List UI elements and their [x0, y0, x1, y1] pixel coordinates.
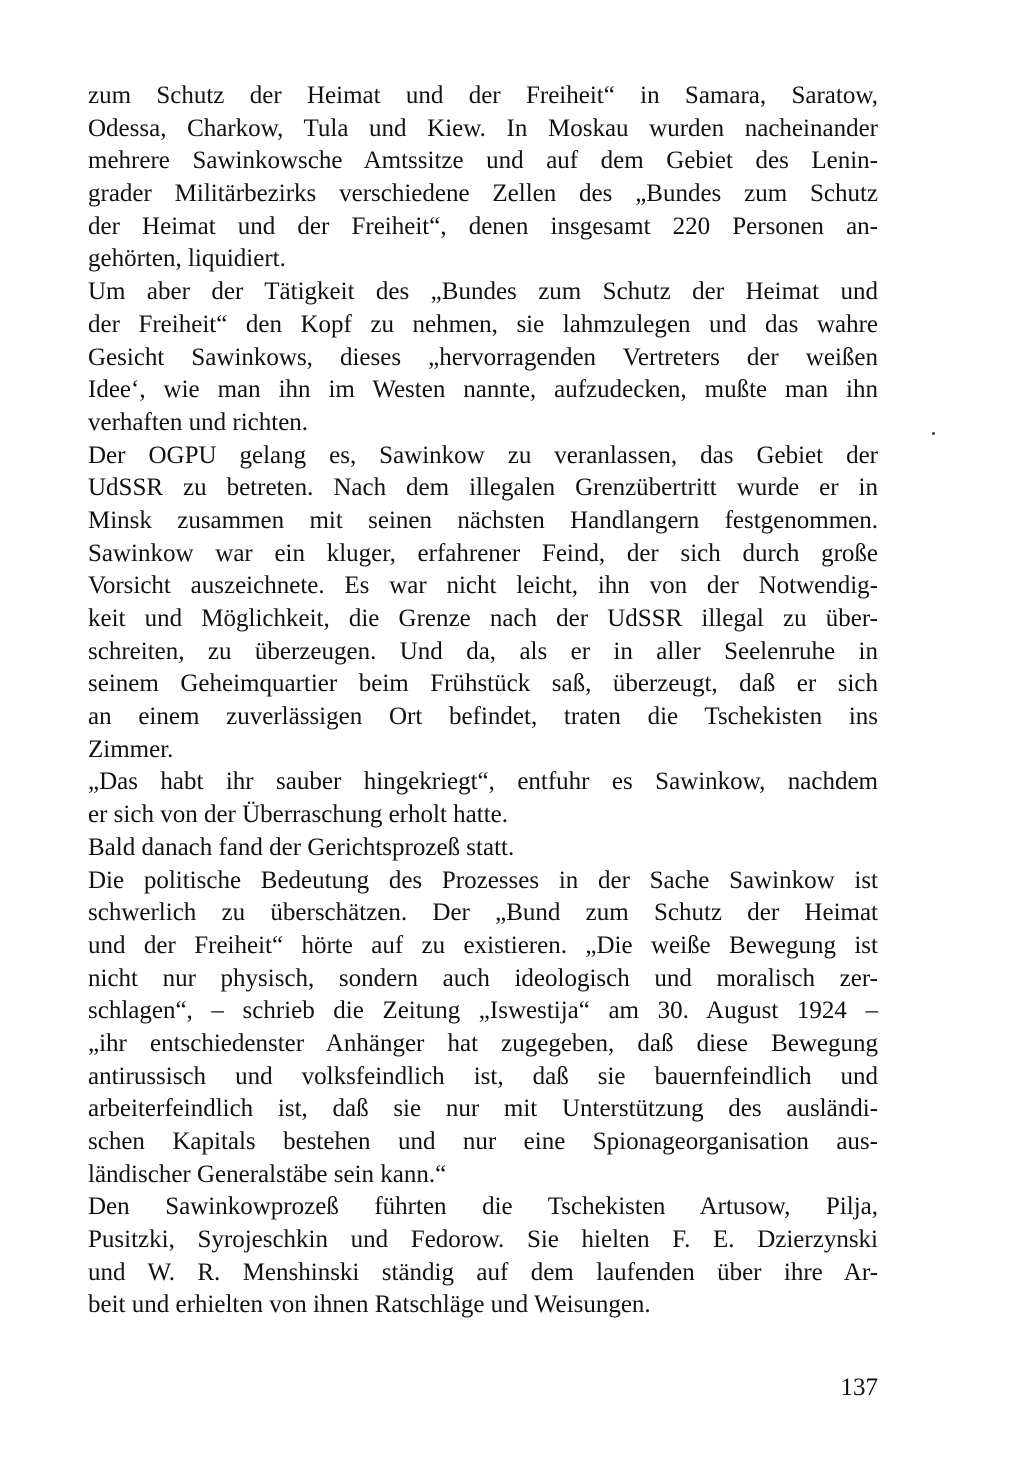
text-line: beit und erhielten von ihnen Ratschläge und Weisungen. [88, 1291, 651, 1319]
page-number: 137 [840, 1374, 878, 1401]
text-line: Sawinkow war ein kluger, erfahrener Feind, der sich durch große [88, 539, 878, 567]
text-line: keit und Möglichkeit, die Grenze nach der UdSSR illegal zu über- [88, 605, 878, 632]
text-line: Zimmer. [88, 735, 174, 763]
text-line: Um aber der Tätigkeit des „Bundes zum Schutz der Heimat und [88, 278, 878, 306]
text-line: Odessa, Charkow, Tula und Kiew. In Moskau wurden nacheinander [88, 114, 878, 142]
text-line: UdSSR zu betreten. Nach dem illegalen Grenzübertritt wurde er in [88, 474, 878, 502]
text-line: schreiten, zu überzeugen. Und da, als er in aller Seelenruhe in [88, 637, 878, 665]
text-line: Den Sawinkowprozeß führten die Tschekisten Artusow, Pilja, [88, 1193, 878, 1221]
scan-speck [932, 432, 935, 435]
text-line: „ihr entschiedenster Anhänger hat zugegeben, daß diese Bewegung [88, 1029, 878, 1057]
text-line: und der Freiheit“ hörte auf zu existieren. „Die weiße Bewegung ist [88, 931, 878, 959]
text-line: schwerlich zu überschätzen. Der „Bund zum Schutz der Heimat [88, 899, 878, 927]
text-line: Der OGPU gelang es, Sawinkow zu veranlassen, das Gebiet der [88, 441, 878, 469]
body-text [88, 80, 878, 1322]
text-line: gehörten, liquidiert. [88, 245, 286, 273]
text-line: Vorsicht auszeichnete. Es war nicht leicht, ihn von der Notwendig- [88, 572, 878, 600]
text-line: „Das habt ihr sauber hingekriegt“, entfuhr es Sawinkow, nachdem [88, 768, 878, 796]
text-line: antirussisch und volksfeindlich ist, daß sie bauernfeindlich und [88, 1062, 878, 1090]
text-line: Bald danach fand der Gerichtsprozeß statt. [88, 833, 515, 861]
text-line: mehrere Sawinkowsche Amtssitze und auf dem Gebiet des Lenin- [88, 147, 878, 175]
text-line: Idee‘, wie man ihn im Westen nannte, aufzudecken, mußte man ihn [88, 376, 878, 404]
text-line: an einem zuverlässigen Ort befindet, traten die Tschekisten ins [88, 703, 878, 731]
text-line: und W. R. Menshinski ständig auf dem laufenden über ihre Ar- [88, 1258, 878, 1286]
text-line: schen Kapitals bestehen und nur eine Spionageorganisation aus- [88, 1128, 878, 1155]
text-line: zum Schutz der Heimat und der Freiheit“ in Samara, Saratow, [88, 82, 878, 109]
text-line: der Heimat und der Freiheit“, denen insgesamt 220 Personen an- [88, 212, 878, 240]
text-line: Minsk zusammen mit seinen nächsten Handlangern festgenommen. [88, 506, 878, 534]
text-line: Pusitzki, Syrojeschkin und Fedorow. Sie hielten F. E. Dzierzynski [88, 1226, 878, 1254]
text-line: seinem Geheimquartier beim Frühstück saß, überzeugt, daß er sich [88, 670, 878, 698]
text-line: Gesicht Sawinkows, dieses „hervorragenden Vertreters der weißen [88, 343, 878, 371]
text-line: er sich von der Überraschung erholt hatte. [88, 801, 508, 829]
text-line: verhaften und richten. [88, 408, 309, 436]
text-line: Die politische Bedeutung des Prozesses in der Sache Sawinkow ist [88, 866, 878, 894]
text-line: grader Militärbezirks verschiedene Zellen des „Bundes zum Schutz [88, 180, 878, 208]
text-line: der Freiheit“ den Kopf zu nehmen, sie lahmzulegen und das wahre [88, 310, 878, 338]
text-line: ländischer Generalstäbe sein kann.“ [88, 1160, 447, 1188]
text-line: nicht nur physisch, sondern auch ideologisch und moralisch zer- [88, 964, 878, 992]
text-line: arbeiterfeindlich ist, daß sie nur mit Unterstützung des ausländi- [88, 1095, 878, 1123]
text-line: schlagen“, – schrieb die Zeitung „Iswestija“ am 30. August 1924 – [88, 997, 878, 1025]
